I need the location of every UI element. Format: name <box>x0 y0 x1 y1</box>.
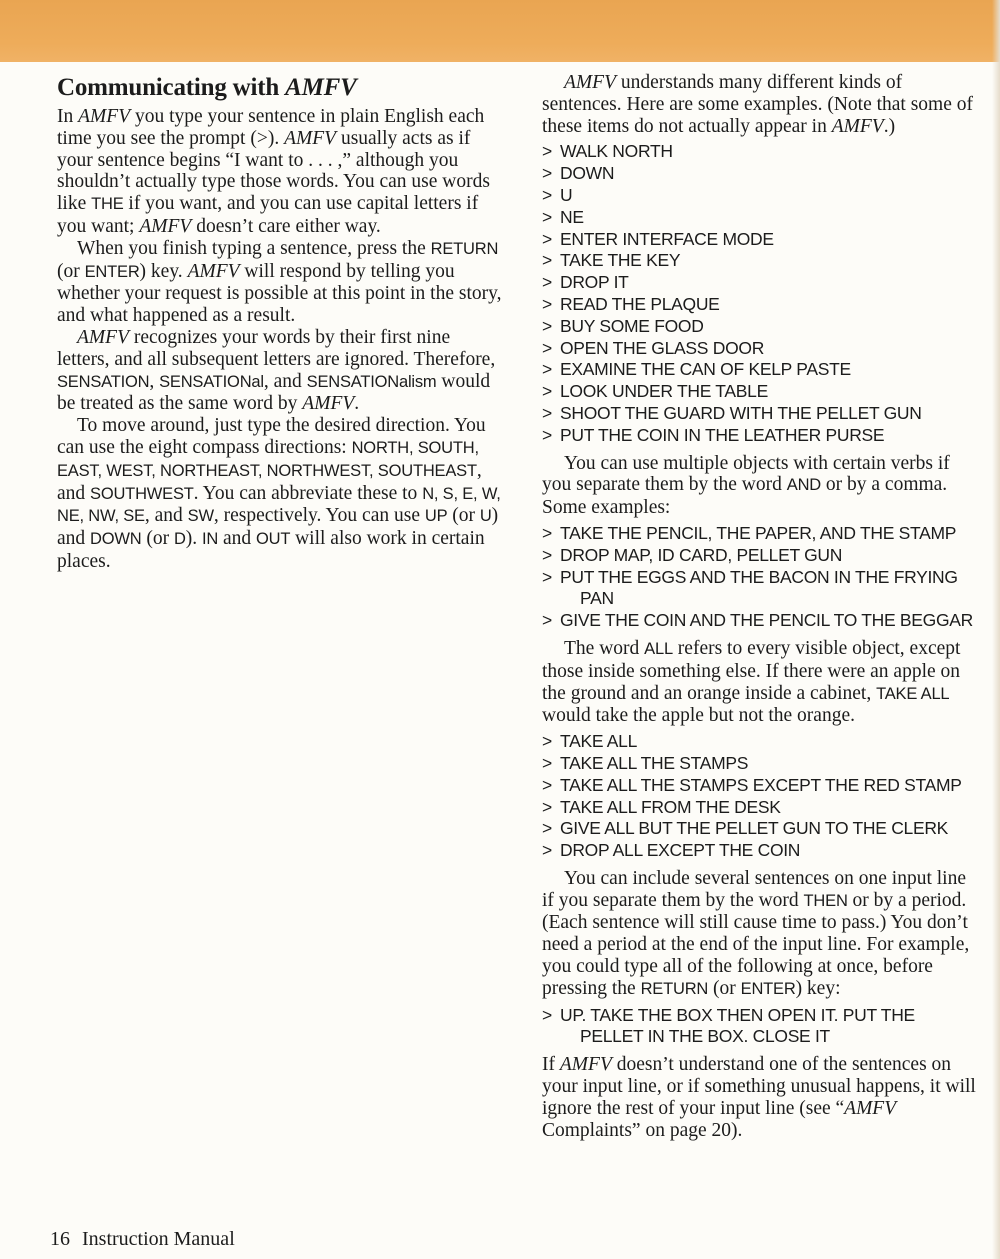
paragraph-directions: To move around, just type the desired direction. You can use the eight compass directions: NORTH, SOUTH, EAST, WEST, NORTHEAST, NORTHWEST, SOUTHEAST, and SOUTHWEST. You can abbreviate these to N, S, E, W, NE, NW, SE, and SW, respectively. You can use UP (or U) and DOWN (or D). IN and OUT will also work in certain places. <box>57 415 501 572</box>
example-command <box>542 338 982 360</box>
command-text: EXAMINE THE CAN OF KELP PASTE <box>560 359 851 380</box>
prompt-symbol: > <box>542 544 552 565</box>
prompt-symbol: > <box>542 424 552 445</box>
command-text: ENTER INTERFACE MODE <box>560 228 774 249</box>
example-command <box>542 425 982 447</box>
command-text: PUT THE COIN IN THE LEATHER PURSE <box>560 424 885 445</box>
command-text: TAKE ALL FROM THE DESK <box>560 796 781 817</box>
heading-title-italic: AMFV <box>285 74 357 101</box>
prompt-symbol: > <box>542 402 552 423</box>
prompt-symbol: > <box>542 731 552 752</box>
example-command <box>542 797 982 819</box>
command-text: NE <box>560 206 584 227</box>
paragraph-multiple-objects: You can use multiple objects with certain verbs if you separate them by the word AND or by a comma. Some examples: <box>542 452 950 519</box>
prompt-symbol: > <box>542 293 552 314</box>
page-edge-shadow <box>992 0 1000 1259</box>
paragraph-sentence-kinds: AMFV understands many different kinds of sentences. Here are some examples. (Note that some of these items do not actually appear in AMFV.) <box>542 72 973 137</box>
example-command <box>542 840 982 862</box>
command-text: LOOK UNDER THE TABLE <box>560 381 768 402</box>
right-column <box>542 72 982 1141</box>
paragraph-complaints: If AMFV doesn’t understand one of the sentences on your input line, or if something unusual happens, it will ignore the rest of your input line (see “AMFV Complaints” on page 20). <box>542 1054 976 1141</box>
example-command <box>542 163 982 185</box>
example-command <box>542 753 982 775</box>
example-command <box>542 403 982 425</box>
paragraph-several-sentences: You can include several sentences on one input line if you separate them by the word THEN or by a period. (Each sentence will still cause time to pass.) You don’t need a period at the end of the input line. For example, you could type all of the following at once, before pressing the RETURN (or ENTER) key: <box>542 867 970 999</box>
command-text: TAKE ALL <box>560 731 638 752</box>
page-number: 16 <box>50 1228 70 1250</box>
example-command <box>542 1005 982 1049</box>
prompt-symbol: > <box>542 163 552 184</box>
command-text: UP. TAKE THE BOX THEN OPEN IT. PUT THE PELLET IN THE BOX. CLOSE IT <box>560 1004 915 1047</box>
example-command <box>542 185 982 207</box>
page-footer <box>50 1226 235 1252</box>
prompt-symbol: > <box>542 796 552 817</box>
example-command <box>542 818 982 840</box>
paragraph-all-keyword: The word ALL refers to every visible object, except those inside something else. If there were an apple on the ground and an orange inside a cabinet, TAKE ALL would take the apple but not the orange. <box>542 637 961 727</box>
paragraph-prompt: In AMFV you type your sentence in plain English each time you see the prompt (>). AMFV usually acts as if your sentence begins “I want to . . . ,” although you shouldn’t actually type those words. You can use words like THE if you want, and you can use capital letters if you want; AMFV doesn’t care either way. <box>57 106 490 237</box>
example-command <box>542 775 982 797</box>
command-text: TAKE ALL THE STAMPS EXCEPT THE RED STAMP <box>560 774 962 795</box>
command-text: GIVE THE COIN AND THE PENCIL TO THE BEGGAR <box>560 610 974 631</box>
command-text: DROP ALL EXCEPT THE COIN <box>560 840 801 861</box>
prompt-symbol: > <box>542 774 552 795</box>
command-text: DROP MAP, ID CARD, PELLET GUN <box>560 544 843 565</box>
command-text: READ THE PLAQUE <box>560 293 720 314</box>
prompt-symbol: > <box>542 840 552 861</box>
example-command <box>542 381 982 403</box>
command-text: GIVE ALL BUT THE PELLET GUN TO THE CLERK <box>560 818 949 839</box>
command-text: DOWN <box>560 163 615 184</box>
example-command <box>542 229 982 251</box>
command-text: TAKE THE PENCIL, THE PAPER, AND THE STAMP <box>560 522 957 543</box>
prompt-symbol: > <box>542 184 552 205</box>
footer-label: Instruction Manual <box>82 1228 235 1250</box>
example-command <box>542 523 982 545</box>
example-command <box>542 316 982 338</box>
example-commands-all <box>542 731 982 862</box>
paragraph-word-recognition: AMFV recognizes your words by their first nine letters, and all subsequent letters are ignored. Therefore, SENSATION, SENSATIONal, and SENSATIONalism would be treated as the same word by AMFV. <box>57 326 496 415</box>
example-command <box>542 545 982 567</box>
command-text: PUT THE EGGS AND THE BACON IN THE FRYING PAN <box>560 566 958 609</box>
prompt-symbol: > <box>542 272 552 293</box>
example-command <box>542 359 982 381</box>
prompt-symbol: > <box>542 522 552 543</box>
prompt-symbol: > <box>542 752 552 773</box>
example-command <box>542 567 982 611</box>
left-column <box>57 72 505 573</box>
command-text: DROP IT <box>560 272 629 293</box>
prompt-symbol: > <box>542 381 552 402</box>
command-text: OPEN THE GLASS DOOR <box>560 337 765 358</box>
prompt-symbol: > <box>542 610 552 631</box>
example-commands-multiple <box>542 523 982 632</box>
section-heading: Communicating with AMFV <box>57 74 357 101</box>
prompt-symbol: > <box>542 566 552 587</box>
command-text: BUY SOME FOOD <box>560 315 704 336</box>
command-text: SHOOT THE GUARD WITH THE PELLET GUN <box>560 402 922 423</box>
prompt-symbol: > <box>542 818 552 839</box>
prompt-symbol: > <box>542 1004 552 1025</box>
example-command <box>542 272 982 294</box>
command-text: U <box>560 184 573 205</box>
prompt-symbol: > <box>542 359 552 380</box>
example-command <box>542 731 982 753</box>
paragraph-return-key: When you finish typing a sentence, press the RETURN (or ENTER) key. AMFV will respond by telling you whether your request is possible at this point in the story, and what happened as a result. <box>57 237 502 327</box>
example-commands-chained <box>542 1005 982 1049</box>
example-command <box>542 610 982 632</box>
command-text: TAKE ALL THE STAMPS <box>560 752 749 773</box>
prompt-symbol: > <box>542 337 552 358</box>
header-color-band <box>0 0 1000 62</box>
prompt-symbol: > <box>542 228 552 249</box>
command-text: TAKE THE KEY <box>560 250 681 271</box>
example-command <box>542 294 982 316</box>
example-commands-basic <box>542 141 982 446</box>
command-text: WALK NORTH <box>560 141 673 162</box>
prompt-symbol: > <box>542 315 552 336</box>
prompt-symbol: > <box>542 250 552 271</box>
example-command <box>542 250 982 272</box>
example-command <box>542 141 982 163</box>
prompt-symbol: > <box>542 141 552 162</box>
example-command <box>542 207 982 229</box>
prompt-symbol: > <box>542 206 552 227</box>
